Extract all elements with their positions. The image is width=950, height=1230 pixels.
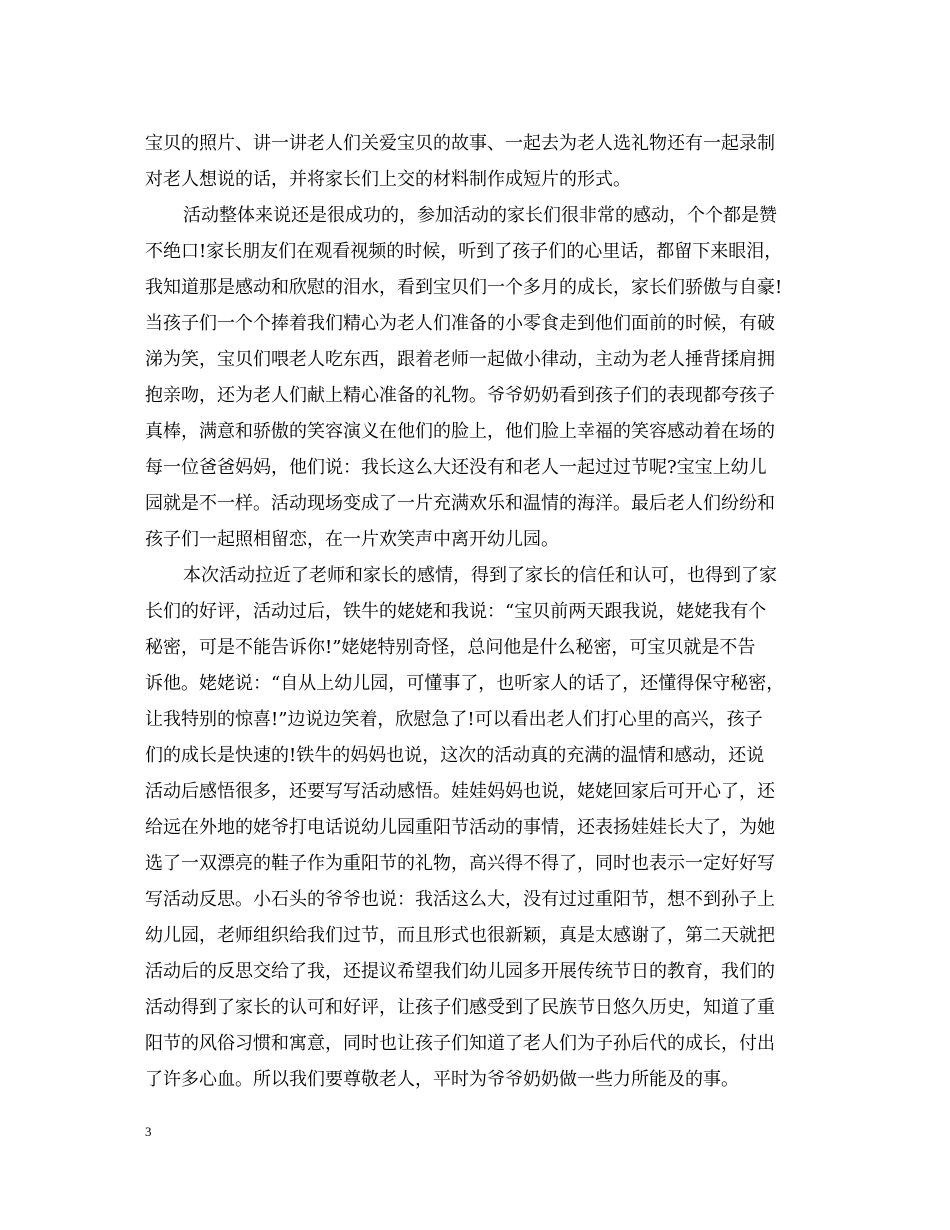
text-line: 宝贝的照片、讲一讲老人们关爱宝贝的故事、一起去为老人选礼物还有一起录制 xyxy=(145,133,775,154)
text-line: 选了一双漂亮的鞋子作为重阳节的礼物，高兴得不得了，同时也表示一定好好写 xyxy=(145,853,775,874)
text-line: 让我特别的惊喜!”边说边笑着，欣慰急了!可以看出老人们打心里的高兴，孩子 xyxy=(145,709,763,730)
text-line: 每一位爸爸妈妈，他们说：我长这么大还没有和老人一起过过节呢?宝宝上幼儿 xyxy=(145,457,767,478)
text-line: 活动得到了家长的认可和好评，让孩子们感受到了民族节日悠久历史，知道了重 xyxy=(145,997,775,1018)
text-line: 秘密，可是不能告诉你!”姥姥特别奇怪，总问他是什么秘密，可宝贝就是不告 xyxy=(145,637,756,658)
page-number: 3 xyxy=(145,1124,152,1139)
text-line: 抱亲吻，还为老人们献上精心准备的礼物。爷爷奶奶看到孩子们的表现都夸孩子 xyxy=(145,385,775,406)
text-line: 活动后的反思交给了我，还提议希望我们幼儿园多开展传统节日的教育，我们的 xyxy=(145,961,775,982)
text-line: 幼儿园，老师组织给我们过节，而且形式也很新颖，真是太感谢了，第二天就把 xyxy=(145,925,775,946)
text-line: 了许多心血。所以我们要尊敬老人，平时为爷爷奶奶做一些力所能及的事。 xyxy=(145,1069,739,1090)
text-line: 给远在外地的姥爷打电话说幼儿园重阳节活动的事情，还表扬娃娃长大了，为她 xyxy=(145,817,775,838)
text-line: 对老人想说的话，并将家长们上交的材料制作成短片的形式。 xyxy=(145,169,631,190)
text-line: 涕为笑，宝贝们喂老人吃东西，跟着老师一起做小律动，主动为老人捶背揉肩拥 xyxy=(145,349,775,370)
text-line: 不绝口!家长朋友们在观看视频的时候，听到了孩子们的心里话，都留下来眼泪， xyxy=(145,241,783,262)
text-line: 园就是不一样。活动现场变成了一片充满欢乐和温情的海洋。最后老人们纷纷和 xyxy=(145,493,775,514)
text-line: 真棒，满意和骄傲的笑容演义在他们的脸上，他们脸上幸福的笑容感动着在场的 xyxy=(145,421,775,442)
text-line: 孩子们一起照相留恋，在一片欢笑声中离开幼儿园。 xyxy=(145,529,559,550)
text-line: 当孩子们一个个捧着我们精心为老人们准备的小零食走到他们面前的时候，有破 xyxy=(145,313,775,334)
text-line: 活动后感悟很多，还要写写活动感悟。娃娃妈妈也说，姥姥回家后可开心了，还 xyxy=(145,781,775,802)
text-line: 阳节的风俗习惯和寓意，同时也让孩子们知道了老人们为子孙后代的成长，付出 xyxy=(145,1033,775,1054)
text-line: 诉他。姥姥说：“自从上幼儿园，可懂事了，也听家人的话了，还懂得保守秘密， xyxy=(145,673,785,694)
text-line: 长们的好评，活动过后，铁牛的姥姥和我说：“宝贝前两天跟我说，姥姥我有个 xyxy=(145,601,767,622)
paragraph-first-line: 本次活动拉近了老师和家长的感情，得到了家长的信任和认可，也得到了家 xyxy=(183,565,777,586)
body-text xyxy=(145,126,815,1098)
text-line: 我知道那是感动和欣慰的泪水，看到宝贝们一个多月的成长，家长们骄傲与自豪! xyxy=(145,277,783,298)
text-line: 写活动反思。小石头的爷爷也说：我活这么大，没有过过重阳节，想不到孙子上 xyxy=(145,889,775,910)
paragraph-first-line: 活动整体来说还是很成功的，参加活动的家长们很非常的感动，个个都是赞 xyxy=(183,205,777,226)
text-line: 们的成长是快速的!铁牛的妈妈也说，这次的活动真的充满的温情和感动，还说 xyxy=(145,745,765,766)
